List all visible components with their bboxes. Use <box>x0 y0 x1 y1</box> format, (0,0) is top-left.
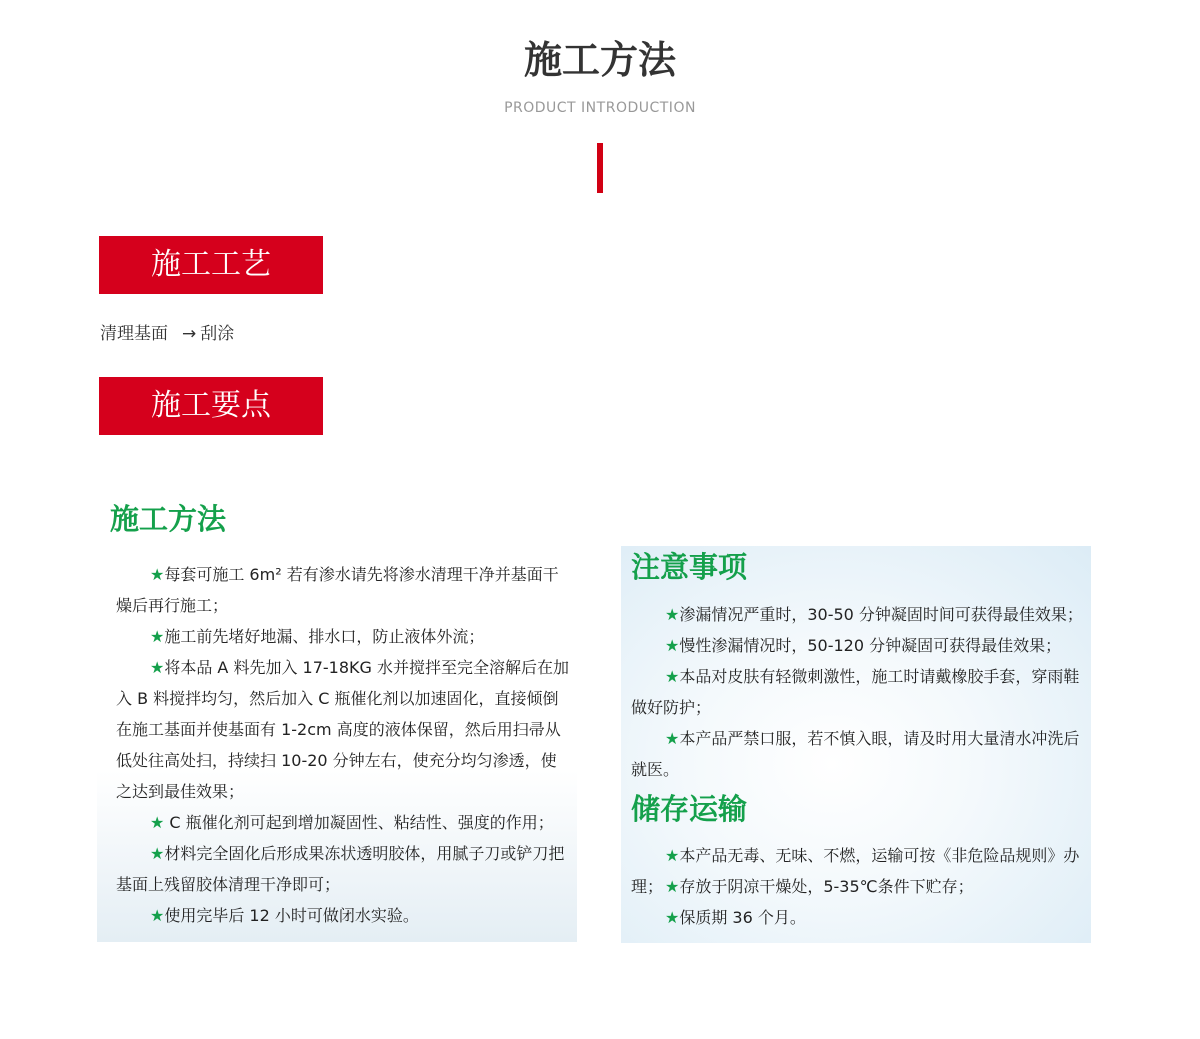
method-item: ★ C 瓶催化剂可起到增加凝固性、粘结性、强度的作用； <box>150 813 554 832</box>
star-icon: ★ <box>665 877 680 896</box>
notice-item: ★慢性渗漏情况时，50-120 分钟凝固可获得最佳效果； <box>665 636 1062 655</box>
points-tag: 施工要点 <box>99 377 323 435</box>
title-divider <box>597 143 603 193</box>
method-item: ★每套可施工 6m² 若有渗水请先将渗水清理干净并基面干燥后再行施工； <box>116 565 559 615</box>
star-icon: ★ <box>665 846 680 865</box>
arrow-right-icon: → <box>182 324 197 344</box>
process-step-clean: 清理基面 <box>100 324 168 344</box>
method-item: ★将本品 A 料先加入 17-18KG 水并搅拌至完全溶解后在加入 B 料搅拌均匀，然后加入 C 瓶催化剂以加速固化，直接倾倒在施工基面并使基面有 1-2cm 高度的液体保留，然后用扫帚从低处往高处扫，持续扫 10-20 分钟左右，使充分均匀渗透，使之达到最佳效果； <box>116 658 570 801</box>
method-item: ★使用完毕后 12 小时可做闭水实验。 <box>150 906 419 925</box>
star-icon: ★ <box>150 565 165 584</box>
star-icon: ★ <box>665 636 680 655</box>
storage-item: ★存放于阴凉干燥处，5-35℃条件下贮存； <box>665 877 974 896</box>
craft-tag: 施工工艺 <box>99 236 323 294</box>
storage-item: ★保质期 36 个月。 <box>665 908 806 927</box>
star-icon: ★ <box>150 627 165 646</box>
star-icon: ★ <box>150 844 165 863</box>
star-icon: ★ <box>150 813 165 832</box>
process-flow <box>100 320 234 348</box>
notice-item: ★本品对皮肤有轻微刺激性，施工时请戴橡胶手套，穿雨鞋做好防护； <box>631 667 1080 717</box>
page-subtitle: PRODUCT INTRODUCTION <box>504 100 696 116</box>
star-icon: ★ <box>150 658 165 677</box>
storage-title: 储存运输 <box>631 792 748 826</box>
process-step-scrape: 刮涂 <box>200 324 235 344</box>
star-icon: ★ <box>150 906 165 925</box>
star-icon: ★ <box>665 605 680 624</box>
notice-item: ★本产品严禁口服，若不慎入眼，请及时用大量清水冲洗后就医。 <box>631 729 1080 779</box>
method-title: 施工方法 <box>110 502 227 536</box>
notice-item: ★渗漏情况严重时，30-50 分钟凝固时间可获得最佳效果； <box>665 605 1083 624</box>
star-icon: ★ <box>665 908 680 927</box>
star-icon: ★ <box>665 667 680 686</box>
method-item: ★施工前先堵好地漏、排水口，防止液体外流； <box>150 627 485 646</box>
method-item: ★材料完全固化后形成果冻状透明胶体，用腻子刀或铲刀把基面上残留胶体清理干净即可； <box>116 844 565 894</box>
star-icon: ★ <box>665 729 680 748</box>
page-title: 施工方法 <box>523 38 676 82</box>
storage-item: ★本产品无毒、无味、不燃，运输可按《非危险品规则》办理； <box>631 846 1080 896</box>
notice-title: 注意事项 <box>631 550 748 584</box>
